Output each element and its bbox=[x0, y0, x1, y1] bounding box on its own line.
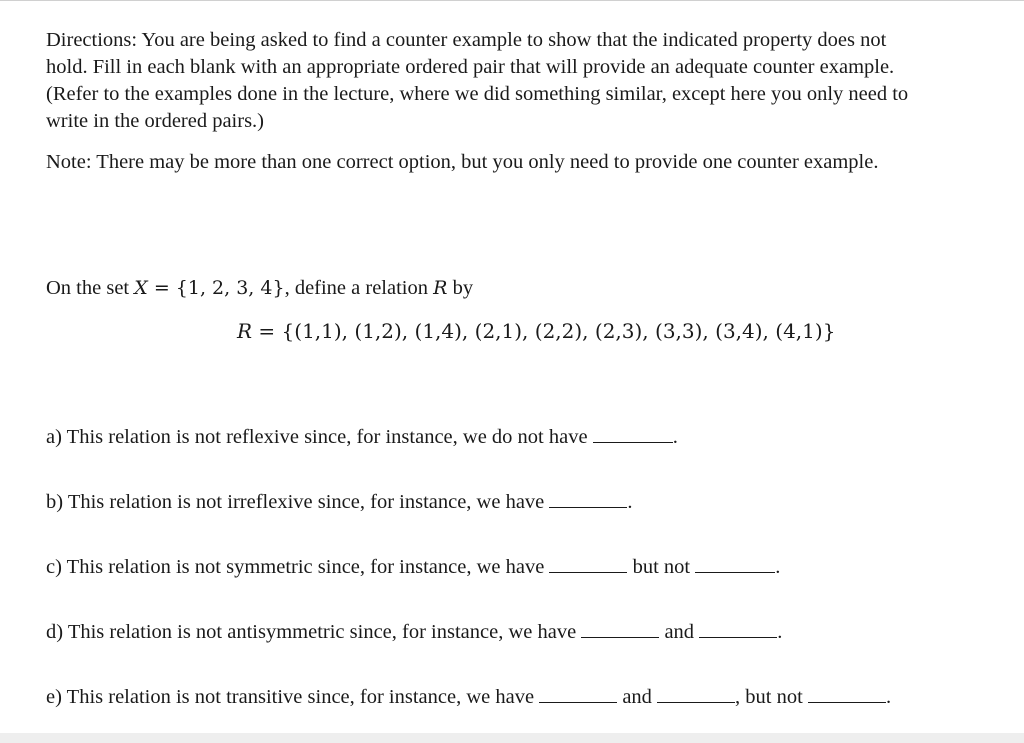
question-d-mid: and bbox=[659, 621, 700, 643]
relation-definition bbox=[237, 318, 835, 345]
question-d-text: d) This relation is not antisymmetric since, for instance, we have bbox=[46, 621, 582, 643]
question-c-mid: but not bbox=[627, 556, 696, 578]
question-d bbox=[46, 619, 782, 646]
directions-line-1: Directions: You are being asked to find a counter example to show that the indicated property does not bbox=[46, 29, 887, 51]
relation-lhs: R bbox=[237, 319, 253, 343]
answer-blank-c1[interactable] bbox=[549, 554, 627, 573]
relation-rhs: = {(1,1), (1,2), (1,4), (2,1), (2,2), (2,3), (3,3), (3,4), (4,1)} bbox=[252, 319, 836, 343]
question-a-end: . bbox=[672, 426, 678, 448]
note-text: Note: There may be more than one correct option, but you only need to provide one counter example. bbox=[46, 151, 879, 173]
answer-blank-b[interactable] bbox=[549, 489, 627, 508]
set-intro: On the set bbox=[46, 277, 135, 299]
question-b-text: b) This relation is not irreflexive since, for instance, we have bbox=[46, 491, 550, 513]
question-a bbox=[46, 424, 678, 451]
question-e-end: . bbox=[885, 686, 892, 708]
question-e bbox=[46, 684, 891, 711]
directions-line-3: (Refer to the examples done in the lecture, where we did something similar, except here you only need to bbox=[46, 83, 909, 105]
question-e-mid2: , but not bbox=[735, 686, 808, 708]
answer-blank-c2[interactable] bbox=[695, 554, 775, 573]
directions-line-4: write in the ordered pairs.) bbox=[46, 110, 265, 132]
by-text: by bbox=[447, 277, 474, 299]
set-variable: X bbox=[134, 277, 148, 299]
question-c-end: . bbox=[775, 556, 781, 578]
question-c bbox=[46, 554, 780, 581]
bottom-edge bbox=[0, 733, 1024, 743]
question-b bbox=[46, 489, 633, 516]
answer-blank-d2[interactable] bbox=[699, 619, 777, 638]
question-d-end: . bbox=[777, 621, 783, 643]
question-a-text: a) This relation is not reflexive since, for instance, we do not have bbox=[46, 426, 593, 448]
answer-blank-e2[interactable] bbox=[657, 684, 735, 703]
directions-line-2: hold. Fill in each blank with an appropriate ordered pair that will provide an adequate counter example. bbox=[46, 56, 895, 78]
define-text: , define a relation bbox=[284, 277, 434, 299]
answer-blank-a[interactable] bbox=[593, 424, 673, 443]
set-equation: = {1, 2, 3, 4} bbox=[147, 277, 285, 299]
answer-blank-e1[interactable] bbox=[539, 684, 617, 703]
set-definition bbox=[46, 275, 473, 302]
answer-blank-e3[interactable] bbox=[808, 684, 886, 703]
question-c-text: c) This relation is not symmetric since, for instance, we have bbox=[46, 556, 550, 578]
question-e-text: e) This relation is not transitive since, for instance, we have bbox=[46, 686, 540, 708]
answer-blank-d1[interactable] bbox=[581, 619, 659, 638]
top-divider bbox=[0, 0, 1024, 1]
question-e-mid1: and bbox=[617, 686, 658, 708]
directions-paragraph bbox=[46, 27, 986, 135]
relation-variable: R bbox=[433, 277, 448, 299]
question-b-end: . bbox=[627, 491, 633, 513]
